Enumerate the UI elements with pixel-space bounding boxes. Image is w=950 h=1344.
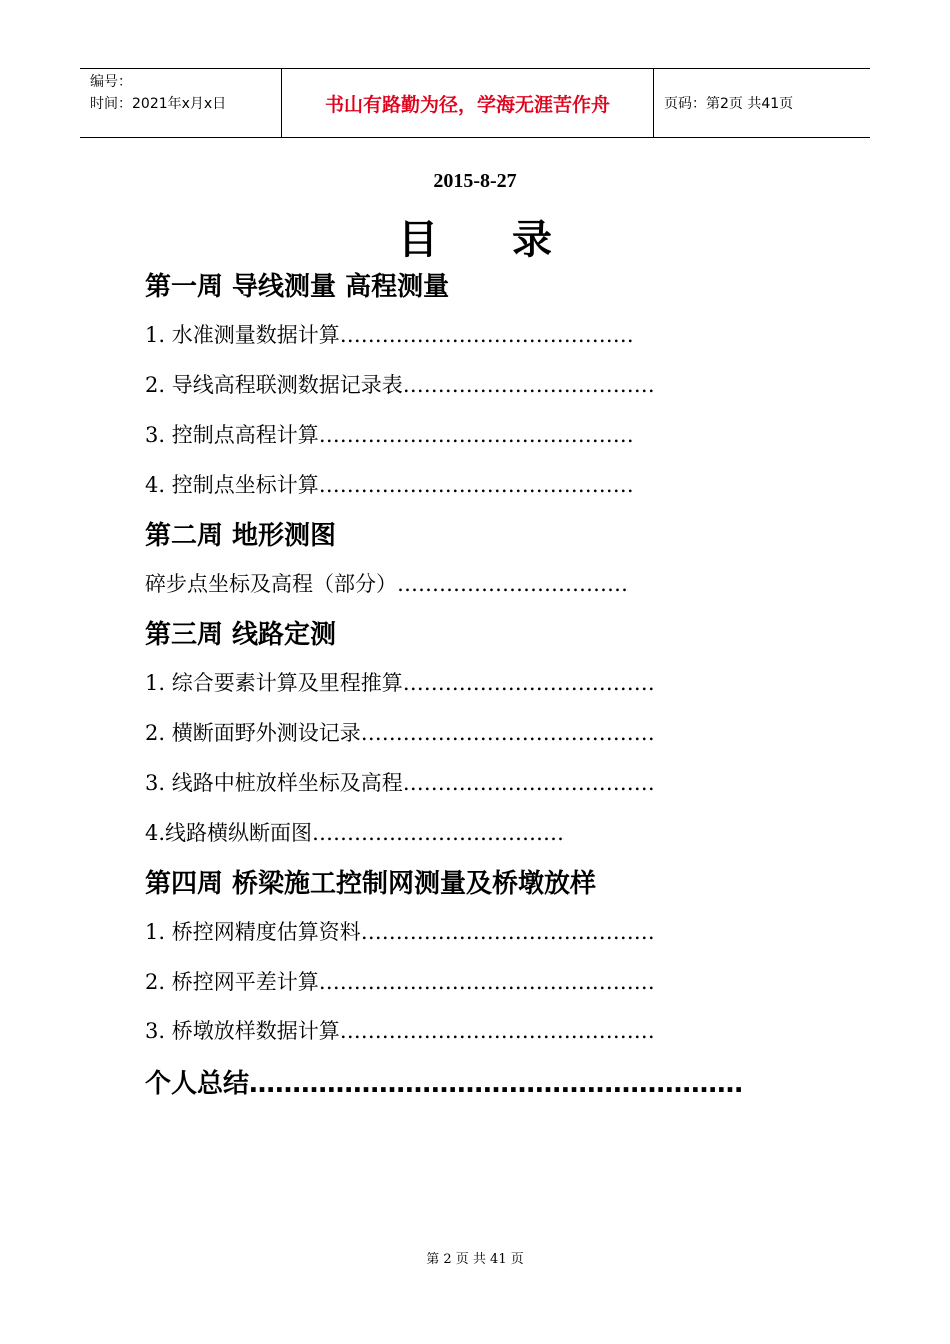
header-meta bbox=[80, 69, 282, 137]
toc-item[interactable]: 3. 控制点高程计算……………………………………… bbox=[145, 423, 634, 447]
toc-item[interactable]: 3. 线路中桩放样坐标及高程……………………………… bbox=[145, 771, 655, 795]
toc-section-week3: 第三周 线路定测 bbox=[145, 620, 337, 650]
toc-item[interactable]: 2. 横断面野外测设记录…………………………………… bbox=[145, 721, 655, 745]
toc-item[interactable]: 1. 水准测量数据计算…………………………………… bbox=[145, 323, 634, 347]
toc-section-week2: 第二周 地形测图 bbox=[145, 521, 337, 551]
toc-item[interactable]: 2. 导线高程联测数据记录表……………………………… bbox=[145, 373, 655, 397]
header-motto: 书山有路勤为径，学海无涯苦作舟 bbox=[282, 69, 654, 137]
toc-item[interactable]: 4.线路横纵断面图……………………………… bbox=[145, 821, 565, 845]
toc-item[interactable]: 1. 桥控网精度估算资料…………………………………… bbox=[145, 920, 655, 944]
toc-section-week4: 第四周 桥梁施工控制网测量及桥墩放样 bbox=[145, 869, 597, 899]
toc-item[interactable]: 1. 综合要素计算及里程推算……………………………… bbox=[145, 671, 655, 695]
toc-item[interactable]: 3. 桥墩放样数据计算……………………………………… bbox=[145, 1019, 655, 1043]
document-date: 2015-8-27 bbox=[433, 170, 517, 192]
toc-item[interactable]: 4. 控制点坐标计算……………………………………… bbox=[145, 473, 634, 497]
toc-item[interactable]: 2. 桥控网平差计算………………………………………… bbox=[145, 970, 655, 994]
toc-title: 目 录 bbox=[398, 217, 582, 263]
page-footer: 第 2 页 共 41 页 bbox=[426, 1252, 524, 1267]
header-page-info: 页码：第2页 共41页 bbox=[664, 96, 794, 112]
page-header bbox=[80, 68, 870, 138]
toc-section-week1: 第一周 导线测量 高程测量 bbox=[145, 272, 450, 302]
number-label: 编号： bbox=[90, 74, 132, 90]
toc-item[interactable]: 碎步点坐标及高程（部分）…………………………… bbox=[145, 572, 628, 596]
time-label: 时间：2021年x月x日 bbox=[90, 96, 227, 112]
toc-section-summary[interactable]: 个人总结………………………………………………… bbox=[145, 1069, 744, 1099]
